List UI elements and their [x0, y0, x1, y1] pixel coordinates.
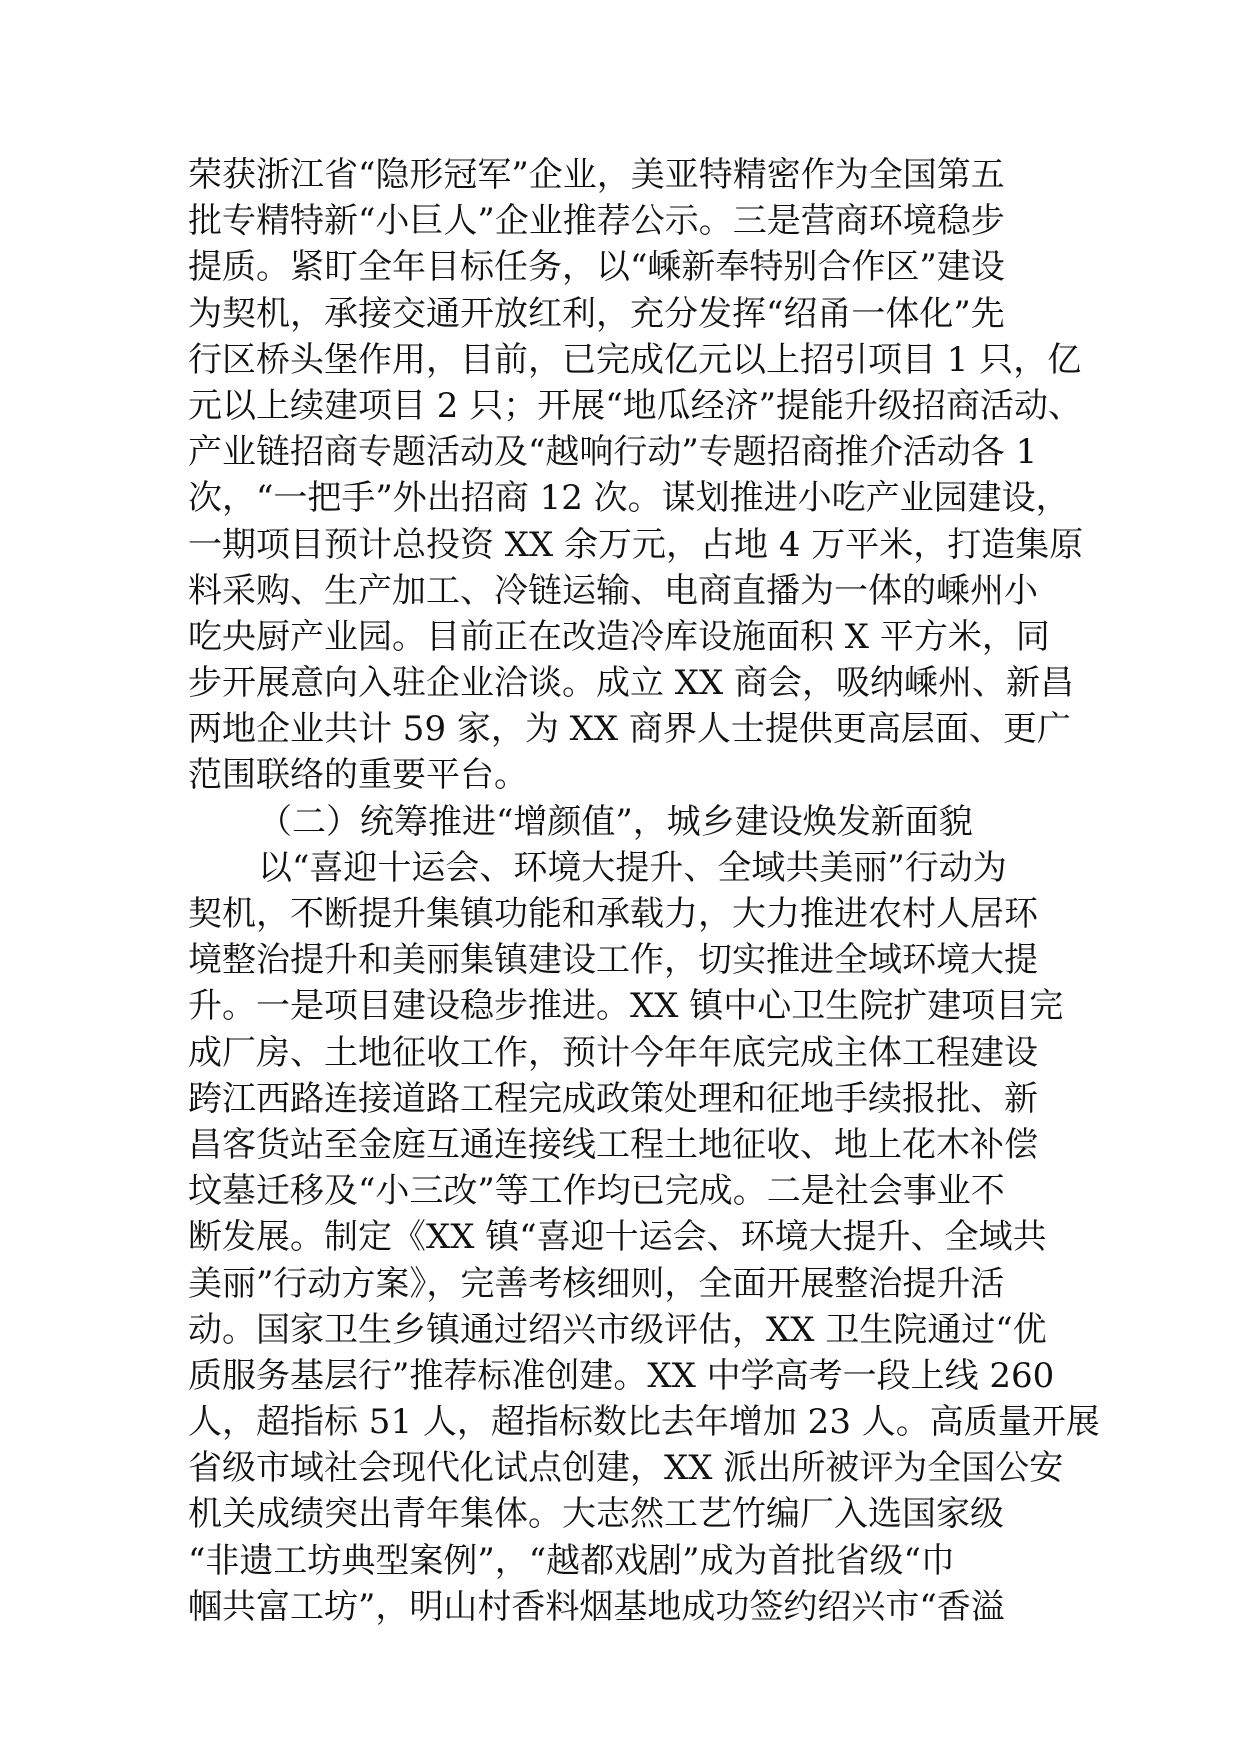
text-line: 断发展。制定《XX 镇“喜迎十运会、环境大提升、全域共: [188, 1217, 1047, 1258]
text-line: 人，超指标 51 人，超指标数比去年增加 23 人。高质量开展: [188, 1402, 1100, 1443]
text-line: 坟墓迁移及“小三改”等工作均已完成。二是社会事业不: [188, 1171, 1005, 1212]
text-line: 料采购、生产加工、冷链运输、电商直播为一体的嵊州小: [188, 570, 1038, 611]
text-line: 元以上续建项目 2 只；开展“地瓜经济”提能升级招商活动、: [188, 385, 1083, 426]
text-line: 跨江西路连接道路工程完成政策处理和征地手续报批、新: [188, 1078, 1038, 1119]
text-line: 质服务基层行”推荐标准创建。XX 中学高考一段上线 260: [188, 1355, 1055, 1396]
text-line: 美丽”行动方案》，完善考核细则，全面开展整治提升活: [188, 1263, 1005, 1304]
text-line: 步开展意向入驻企业洽谈。成立 XX 商会，吸纳嵊州、新昌: [188, 663, 1075, 704]
text-line: 吃央厨产业园。目前正在改造冷库设施面积 X 平方米，同: [188, 616, 1050, 657]
text-line: 行区桥头堡作用，目前，已完成亿元以上招引项目 1 只，亿: [188, 339, 1082, 380]
text-line: 帼共富工坊”，明山村香料烟基地成功签约绍兴市“香溢: [188, 1586, 1005, 1627]
text-line: 批专精特新“小巨人”企业推荐公示。三是营商环境稳步: [188, 201, 1005, 242]
text-line: 动。国家卫生乡镇通过绍兴市级评估，XX 卫生院通过“优: [188, 1309, 1047, 1350]
text-line: 产业链招商专题活动及“越响行动”专题招商推介活动各 1: [188, 432, 1038, 473]
text-line: 荣获浙江省“隐形冠军”企业，美亚特精密作为全国第五: [188, 155, 1005, 195]
text-line: 范围联络的重要平台。: [188, 755, 528, 796]
text-line: 升。一是项目建设稳步推进。XX 镇中心卫生院扩建项目完: [188, 986, 1064, 1027]
text-line: 境整治提升和美丽集镇建设工作，切实推进全域环境大提: [188, 940, 1038, 981]
text-line: 提质。紧盯全年目标任务，以“嵊新奉特别合作区”建设: [188, 247, 1005, 288]
text-line: 次，“一把手”外出招商 12 次。谋划推进小吃产业园建设，: [188, 478, 1070, 519]
text-line: “非遗工坊典型案例”，“越都戏剧”成为首批省级“巾: [188, 1540, 955, 1581]
body-text: [188, 152, 1100, 1630]
text-line: 机关成绩突出青年集体。大志然工艺竹编厂入选国家级: [188, 1494, 1004, 1535]
text-line: 昌客货站至金庭互通连接线工程土地征收、地上花木补偿: [188, 1124, 1038, 1165]
text-line: 一期项目预计总投资 XX 余万元，占地 4 万平米，打造集原: [188, 524, 1084, 565]
text-line: 契机，不断提升集镇功能和承载力，大力推进农村人居环: [188, 894, 1038, 934]
paragraph-start-line: 以“喜迎十运会、环境大提升、全域共美丽”行动为: [258, 847, 1007, 888]
text-line: 省级市域社会现代化试点创建，XX 派出所被评为全国公安: [188, 1448, 1064, 1489]
section-heading: （二）统筹推进“增颜值”，城乡建设焕发新面貌: [258, 801, 973, 842]
text-line: 两地企业共计 59 家，为 XX 商界人士提供更高层面、更广: [188, 709, 1071, 750]
text-line: 为契机，承接交通开放红利，充分发挥“绍甬一体化”先: [188, 293, 1005, 334]
text-line: 成厂房、土地征收工作，预计今年年底完成主体工程建设: [188, 1032, 1038, 1073]
